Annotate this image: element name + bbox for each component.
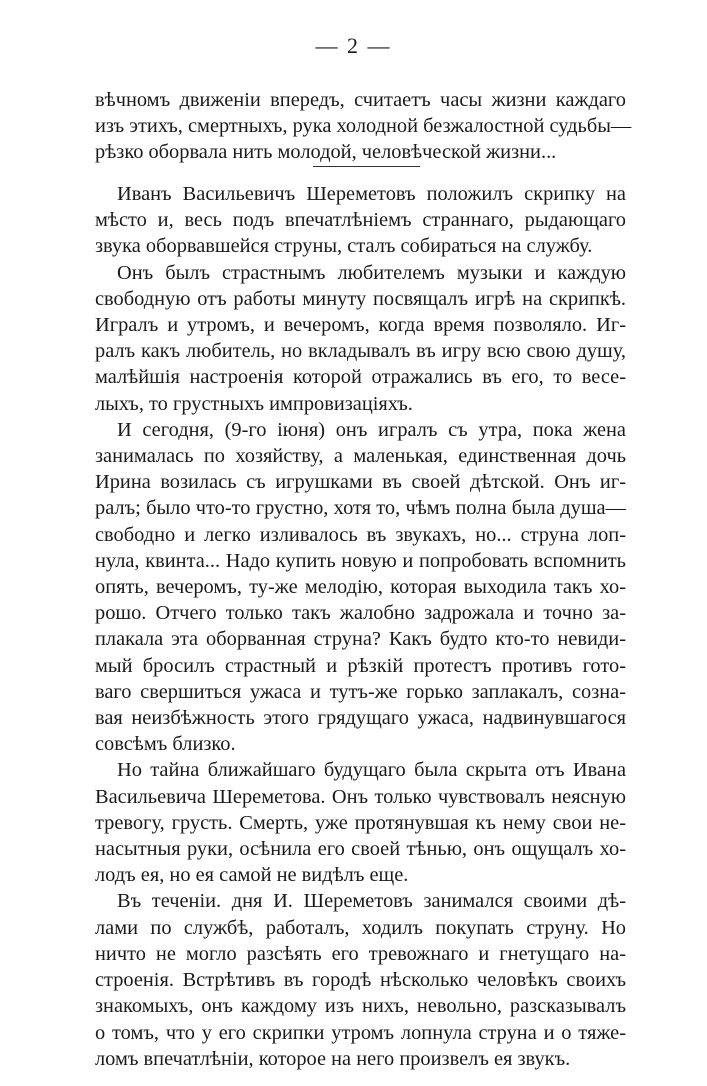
text-line: рѣзко оборвала нить молодой, человѣческой жизни... (95, 141, 557, 164)
text-line: ралъ какъ любитель, но вкладывалъ въ игру всю свою душу, (95, 340, 626, 363)
text-line: ралъ; было что-то грустно, хотя то, чѣмъ полна была душа— (95, 497, 626, 520)
text-line: свободную отъ работы минуту посвящалъ игрѣ на скрипкѣ. (95, 287, 626, 310)
text-line: насытныя руки, осѣнила его своей тѣнью, онъ ощущалъ хо- (95, 838, 626, 861)
text-line: лами по службѣ, работалъ, ходилъ покупать струну. Но (95, 916, 626, 939)
paragraph-5 (95, 888, 626, 1071)
text-line: плакала эта оборванная струна? Какъ будто кто-то невиди- (95, 628, 626, 651)
main-text (95, 181, 626, 1072)
text-line: Иванъ Васильевичъ Шереметовъ положилъ скрипку на (117, 183, 626, 205)
text-line: рошо. Отчего только такъ жалобно задрожала и точно за- (95, 602, 626, 625)
text-line: звука оборвавшейся струны, сталъ собираться на службу. (95, 235, 593, 258)
text-line: занималась по хозяйству, а маленькая, единственная дочь (95, 445, 626, 468)
text-line: совсѣмъ близко. (95, 733, 236, 756)
text-line: лыхъ, то грустныхъ импровизаціяхъ. (95, 392, 413, 415)
paragraph-3 (95, 417, 626, 758)
text-line: Въ теченіи. дня И. Шереметовъ занимался своими дѣ- (117, 890, 626, 913)
text-line: вѣчномъ движеніи впередъ, считаетъ часы жизни каждаго (95, 89, 626, 111)
text-line: нула, квинта... Надо купить новую и попробовать вспомнить (95, 549, 626, 572)
paragraph-1 (95, 181, 626, 260)
top-paragraph (95, 87, 632, 166)
text-line: Онъ былъ страстнымъ любителемъ музыки и каждую (117, 261, 626, 284)
text-line: ваго свершиться ужаса и тутъ-же горько заплакалъ, созна- (95, 680, 626, 703)
text-line: тревогу, грусть. Смерть, уже протянувшая къ нему свои не- (95, 811, 626, 834)
text-line: Васильевича Шереметова. Онъ только чувствовалъ неясную (95, 785, 626, 808)
text-line: изъ этихъ, смертныхъ, рука холодной безжалостной судьбы— (95, 115, 632, 138)
text-line: строенія. Встрѣтивъ въ городѣ нѣсколько человѣкъ своихъ (95, 969, 626, 992)
text-line: лодъ ея, но ея самой не видѣлъ еще. (95, 864, 409, 887)
text-line: И сегодня, (9-го іюня) онъ игралъ съ утра, пока жена (117, 418, 626, 441)
paragraph-4 (95, 757, 626, 888)
text-line: мѣсто и, весь подъ впечатлѣніемъ страннаго, рыдающаго (95, 209, 626, 232)
text-line: Но тайна ближайшаго будущаго была скрыта отъ Ивана (117, 759, 626, 782)
section-divider (313, 166, 420, 167)
text-line: опять, вечеромъ, ту-же мелодію, которая выходила такъ хо- (95, 576, 626, 599)
text-line: ничто не могло разсѣять его тревожнаго и гнетущаго на- (95, 942, 626, 965)
text-line: мый бросилъ страстный и рѣзкій протестъ противъ гото- (95, 654, 626, 677)
text-line: свободно и легко изливалось въ звукахъ, но... струна лоп- (95, 523, 626, 546)
text-line: о томъ, что у его скрипки утромъ лопнула струна и о тяже- (95, 1021, 626, 1044)
text-line: Игралъ и утромъ, и вечеромъ, когда время позволяло. Иг- (95, 314, 626, 337)
text-line: Ирина возилась съ игрушками въ своей дѣтской. Онъ иг- (95, 471, 626, 494)
text-line: вая неизбѣжность этого грядущаго ужаса, надвинувшагося (95, 707, 626, 730)
paragraph-2 (95, 260, 626, 417)
page-number: — 2 — (315, 33, 392, 58)
text-line: ломъ впечатлѣніи, которое на него произвелъ ея звукъ. (95, 1047, 571, 1070)
text-line: знакомыхъ, онъ каждому изъ нихъ, невольно, разсказывалъ (95, 995, 626, 1018)
text-line: малѣйшія настроенія которой отражались въ его, то весе- (95, 366, 626, 389)
